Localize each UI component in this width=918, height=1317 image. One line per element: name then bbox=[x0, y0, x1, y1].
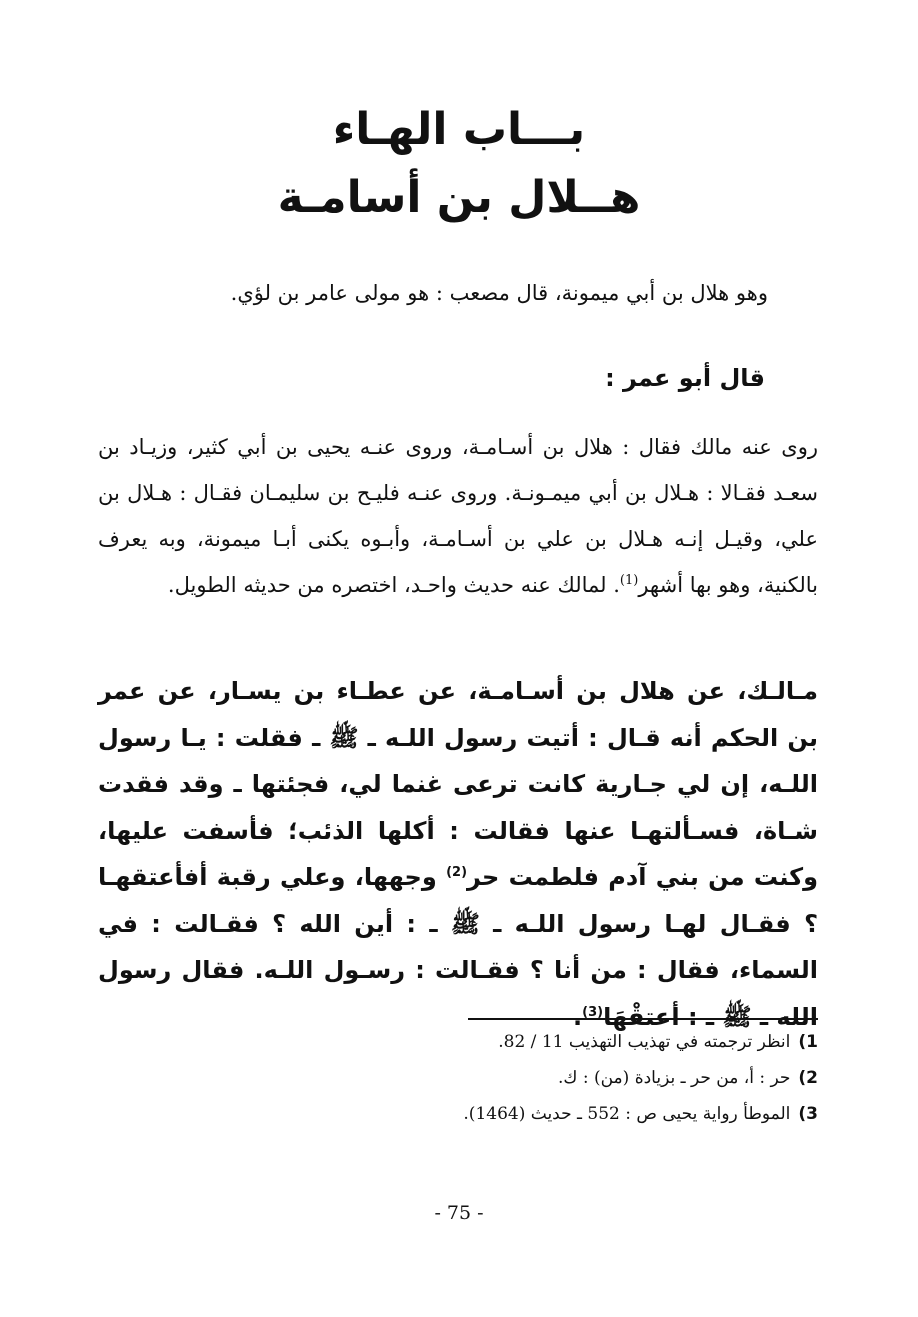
biography-text: روى عنه مالك فقال : هلال بن أسـامـة، وروى عنـه يحيى بن أبي كثير، وزيـاد بن سعـد فقـالا : هـلال بن أبي ميمـونـة. وروى عنـه فليـح بن سليمـان فقـال : هـلال بن علي، وقيـل إنـه هـلال بن علي بن أسـامـة، وأبـوه يكنى أبـا ميمونة، وبه يعرف بالكنية، وهو بها أشهر bbox=[98, 435, 819, 597]
footnote-item bbox=[98, 1096, 818, 1132]
footnotes-list bbox=[98, 1024, 818, 1132]
page-number: - 75 - bbox=[434, 1202, 484, 1224]
footnote-text: الموطأ رواية يحيى ص : 552 ـ حديث (1464). bbox=[463, 1104, 791, 1124]
footnote-number: 2) bbox=[798, 1068, 818, 1088]
footnote-text: حر : أ، من حر ـ بزيادة (من) : ك. bbox=[558, 1068, 791, 1088]
footnote-number: 3) bbox=[798, 1104, 818, 1124]
footnote-item bbox=[98, 1024, 818, 1060]
hadith-text-part2: وجهها، وعلي رقبة أفأعتقهـا ؟ فقـال لهـا رسول اللـه ـ ﷺ ـ : أين الله ؟ فقـالت : في السماء، فقال : من أنا ؟ فقـالت : رسـول اللـه. فقال رسول الله ـ ﷺ ـ : أعتقْهَا bbox=[98, 863, 818, 1031]
hadith-text-end: . bbox=[573, 1002, 583, 1031]
footnote-divider bbox=[468, 1018, 818, 1020]
footnote-item bbox=[98, 1060, 818, 1096]
entry-title: هــلال بن أسامـة bbox=[277, 172, 641, 223]
biography-paragraph bbox=[98, 424, 818, 608]
biography-text-end: . لمالك عنه حديث واحـد، اختصره من حديثه الطويل. bbox=[167, 573, 620, 597]
footnote-number: 1) bbox=[798, 1032, 818, 1052]
intro-paragraph: وهو هلال بن أبي ميمونة، قال مصعب : هو مولى عامر بن لؤي. bbox=[230, 281, 768, 305]
footnote-ref-2: (2) bbox=[446, 865, 468, 880]
hadith-paragraph bbox=[98, 668, 818, 1040]
footnote-ref-3: (3) bbox=[582, 1004, 604, 1020]
hadith-text-part1: مـالـك، عن هلال بن أسـامـة، عن عطـاء بن يسـار، عن عمر بن الحكم أنه قـال : أتيت رسول اللـه ـ ﷺ ـ فقلت : يـا رسول اللـه، إن لي جـارية كانت ترعى غنما لي، فجئتها ـ وقد فقدت شـاة، فسـألتهـا عنها فقالت : أكلها الذئب؛ فأسفت عليها، وكنت من بني آدم فلطمت حر bbox=[98, 677, 819, 891]
chapter-title: بـــاب الهـاء bbox=[332, 104, 586, 155]
footnote-text: انظر ترجمته في تهذيب التهذيب 11 / 82. bbox=[498, 1032, 791, 1052]
section-label: قال أبو عمر : bbox=[605, 364, 765, 392]
footnote-ref-1: (1) bbox=[619, 573, 639, 588]
